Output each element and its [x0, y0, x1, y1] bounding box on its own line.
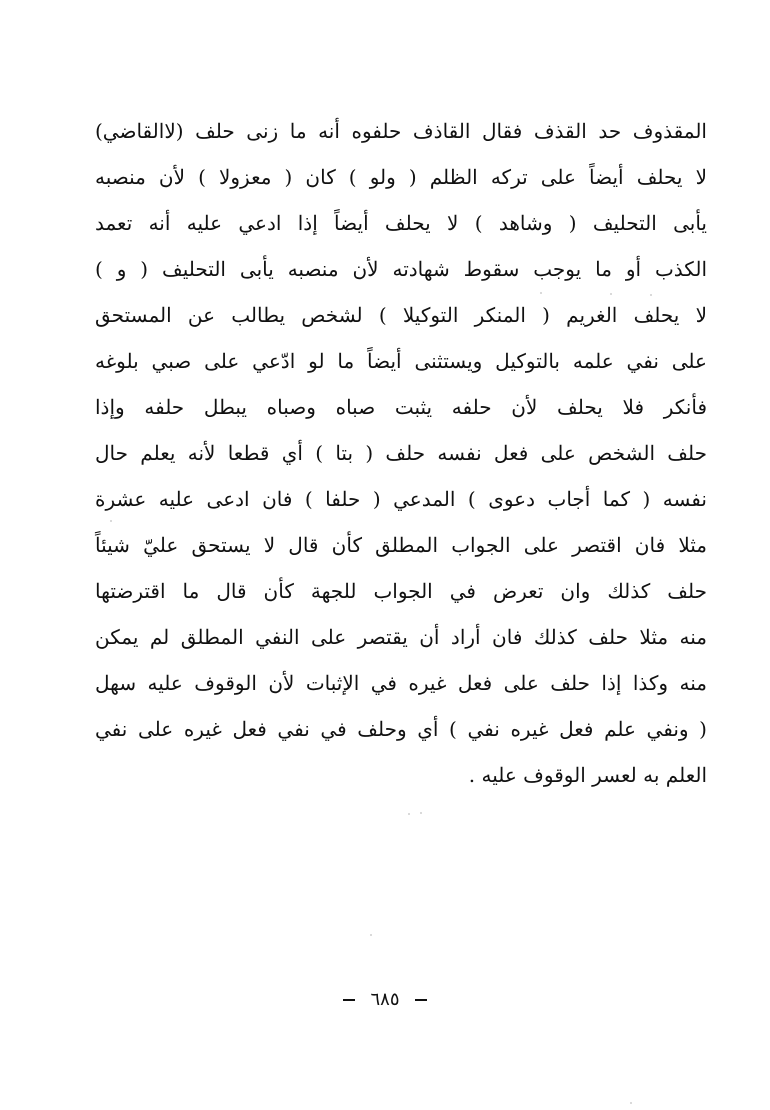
scan-speck [408, 813, 410, 815]
text-line-8: حلف الشخص على فعل نفسه حلف ( بتا ) أي قطعا لأنه يعلم حال [95, 441, 707, 465]
page-footer [0, 985, 770, 1015]
scan-speck [630, 1102, 632, 1104]
scan-speck [540, 292, 542, 294]
text-line-15: العلم به لعسر الوقوف عليه . [468, 763, 707, 787]
text-line-12: منه مثلا حلف كذلك فان أراد أن يقتصر على النفي المطلق لم يمكن [95, 625, 707, 649]
scan-speck [420, 812, 422, 814]
text-line-4: الكذب أو ما يوجب سقوط شهادته لأن منصبه يأبى التحليف ( و ) [95, 257, 707, 281]
text-line-2: لا يحلف أيضاً على تركه الظلم ( ولو ) كان ( معزولا ) لأن منصبه [95, 165, 707, 189]
text-line-14: ( ونفي علم فعل غيره نفي ) أي وحلف في نفي فعل غيره على نفي [95, 717, 707, 741]
page-number: ٦٨٥ [370, 989, 400, 1010]
footer-dash-right [415, 999, 427, 1001]
text-line-11: حلف كذلك وان تعرض في الجواب للجهة كأن قال ما اقترضتها [95, 579, 707, 603]
scan-speck [610, 293, 612, 295]
text-line-9: نفسه ( كما أجاب دعوى ) المدعي ( حلفا ) فان ادعى عليه عشرة [95, 487, 707, 511]
text-line-7: فأنكر فلا يحلف لأن حلفه يثبت صباه وصباه يبطل حلفه وإذا [95, 395, 707, 419]
footer-dash-left [343, 999, 355, 1001]
text-line-13: منه وكذا إذا حلف على فعل غيره في الإثبات لأن الوقوف عليه سهل [95, 671, 707, 695]
text-line-1: المقذوف حد القذف فقال القاذف حلفوه أنه ما زنى حلف (لاالقاضي) [95, 119, 707, 143]
text-line-5: لا يحلف الغريم ( المنكر التوكيلا ) لشخص يطالب عن المستحق [95, 303, 707, 327]
text-line-10: مثلا فان اقتصر على الجواب المطلق كأن قال لا يستحق عليّ شيئاً [95, 533, 707, 557]
text-line-6: على نفي علمه بالتوكيل ويستثنى أيضاً ما لو ادّعي على صبي بلوغه [95, 349, 707, 373]
body-text [95, 108, 707, 798]
scan-speck [650, 294, 652, 296]
scan-speck [110, 520, 112, 522]
text-line-3: يأبى التحليف ( وشاهد ) لا يحلف أيضاً إذا ادعي عليه أنه تعمد [95, 211, 707, 235]
scan-speck [370, 934, 372, 936]
